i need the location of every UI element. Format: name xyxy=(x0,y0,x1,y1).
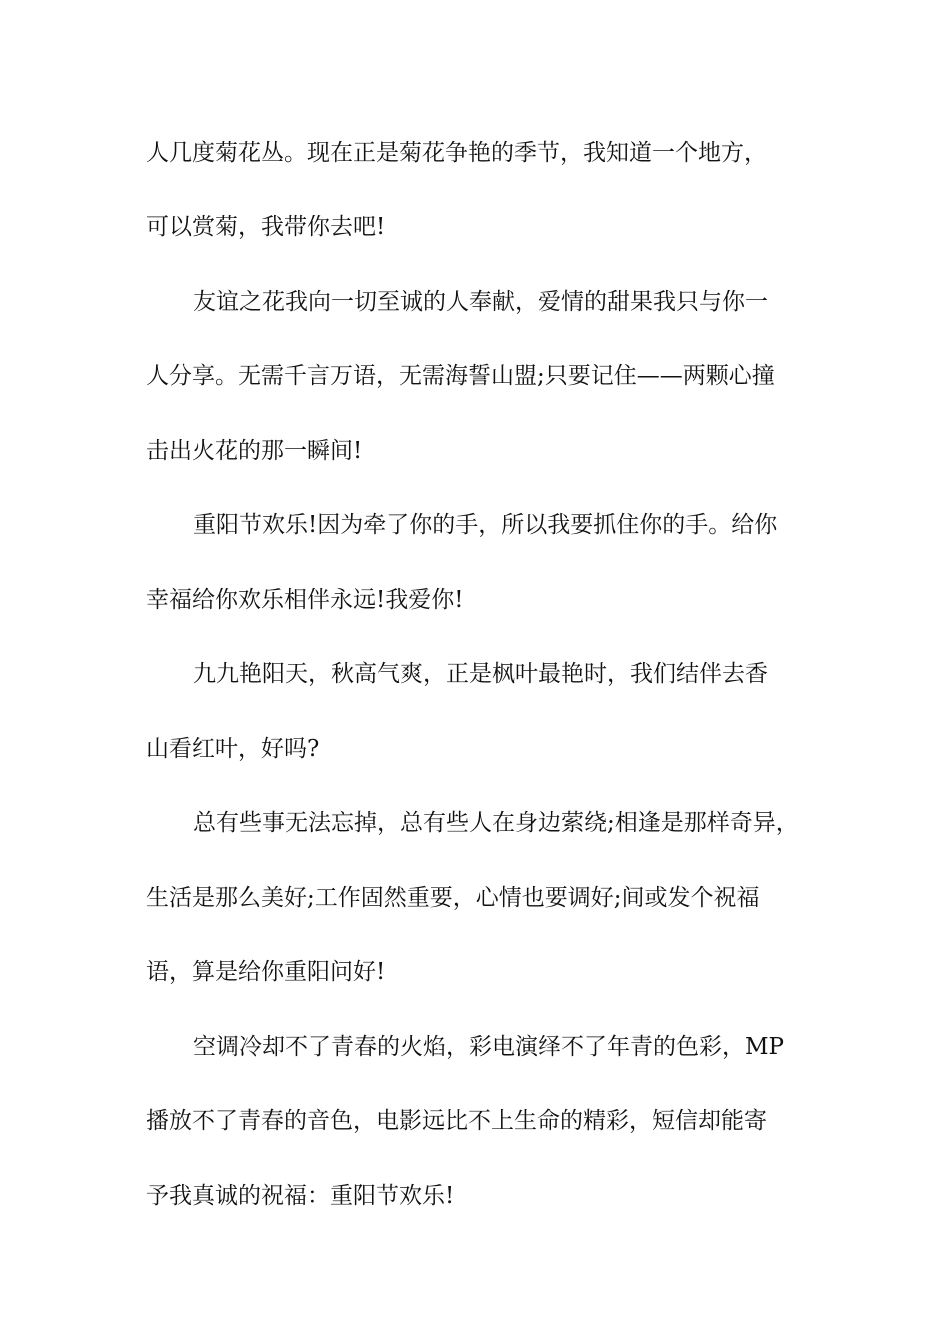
text-line: 空调冷却不了青春的火焰，彩电演绎不了年青的色彩，MP xyxy=(193,1034,785,1060)
text-line: 击出火花的那一瞬间! xyxy=(146,438,363,464)
text-line: 人分享。无需千言万语，无需海誓山盟;只要记住——两颗心撞 xyxy=(146,363,775,389)
text-line: 予我真诚的祝福：重阳节欢乐! xyxy=(146,1183,455,1209)
text-line: 幸福给你欢乐相伴永远!我爱你! xyxy=(146,587,464,613)
text-line: 九九艳阳天，秋高气爽，正是枫叶最艳时，我们结伴去香 xyxy=(193,661,768,687)
text-line: 人几度菊花丛。现在正是菊花争艳的季节，我知道一个地方， xyxy=(146,140,767,166)
text-line: 播放不了青春的音色，电影远比不上生命的精彩，短信却能寄 xyxy=(146,1108,767,1134)
text-line: 重阳节欢乐!因为牵了你的手，所以我要抓住你的手。给你 xyxy=(193,512,778,538)
text-line: 友谊之花我向一切至诚的人奉献，爱情的甜果我只与你一 xyxy=(193,289,768,315)
text-line: 可以赏菊，我带你去吧! xyxy=(146,214,386,240)
text-line: 山看红叶，好吗? xyxy=(146,736,320,762)
text-line: 语，算是给你重阳问好! xyxy=(146,959,386,985)
text-line: 总有些事无法忘掉，总有些人在身边萦绕;相逢是那样奇异， xyxy=(193,810,799,836)
text-line: 生活是那么美好;工作固然重要，心情也要调好;间或发个祝福 xyxy=(146,885,760,911)
